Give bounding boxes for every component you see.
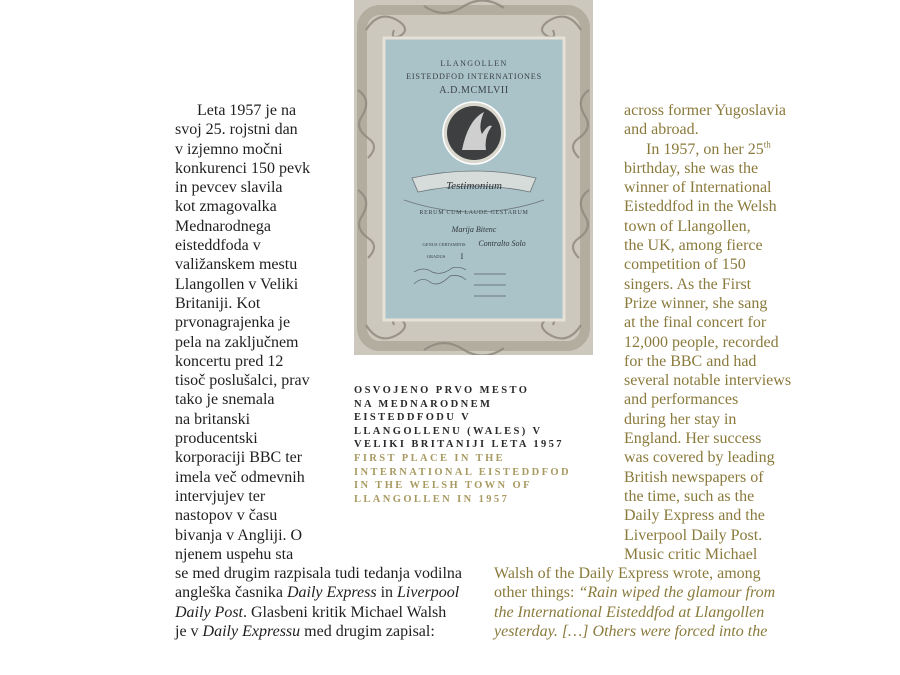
english-paragraph-intro — [624, 101, 824, 140]
newspaper-title: Daily Express — [286, 584, 377, 602]
slovene-continuation — [175, 564, 495, 641]
slovene-text-line: in pevcev slavila — [175, 179, 283, 197]
quote-text: “Rain wiped the glamour from — [578, 584, 776, 602]
slovene-text-line: nastopov v času — [175, 507, 278, 525]
english-text-line: 12,000 people, recorded — [624, 333, 779, 351]
english-wide-line-4: yesterday. […] Others were forced into the — [494, 622, 768, 640]
english-text-line: competition of 150 — [624, 256, 746, 274]
english-text-line: was covered by leading — [624, 449, 775, 467]
slovene-text-line: prvonagrajenka je — [175, 314, 291, 332]
caption-english-line: IN THE WELSH TOWN OF — [354, 480, 532, 491]
caption-english-line: LLANGOLLEN IN 1957 — [354, 493, 510, 505]
english-text-line: for the BBC and had — [624, 352, 757, 370]
slovene-wide-line-2: angleška časnika Daily Express in Liverpool — [175, 584, 460, 602]
english-text-line: at the final concert for — [624, 314, 767, 332]
english-continuation — [494, 564, 814, 641]
english-birthday-line: In 1957, on her 25th — [646, 139, 771, 158]
newspaper-title: Daily Post — [175, 603, 243, 621]
caption-slovene-line: LLANGOLLENU (WALES) V — [354, 425, 543, 437]
english-text-line: singers. As the First — [624, 275, 752, 293]
slovene-text-line: svoj 25. rojstni dan — [175, 121, 298, 139]
english-text-line: the time, such as the — [624, 487, 755, 505]
slovene-text-line: intervjujev ter — [175, 487, 266, 505]
certificate-image — [354, 0, 593, 355]
slovene-paragraph — [175, 101, 355, 564]
slovene-text-line: kot zmagovalka — [175, 198, 277, 216]
slovene-text-line: eisteddfoda v — [175, 237, 261, 255]
certificate-category: Contralto Solo — [478, 239, 526, 248]
slovene-wide-line-4: je v Daily Expressu med drugim zapisal: — [175, 622, 435, 640]
english-wide-line-3: the International Eisteddfod at Llangollen — [494, 603, 765, 621]
slovene-text-line: Leta 1957 je na — [197, 102, 297, 119]
caption-english-line: FIRST PLACE IN THE — [354, 453, 506, 464]
certificate-place: I — [460, 252, 464, 261]
slovene-wide-line-1: se med drugim razpisala tudi tedanja vodilna — [175, 565, 463, 582]
certificate-motto: RERUM CUM LAUDE GESTARUM — [419, 210, 529, 216]
english-text-line: and abroad. — [624, 121, 699, 139]
slovene-text-line: tisoč poslušalci, prav — [175, 372, 310, 390]
english-text-line: and performances — [624, 391, 739, 409]
english-text-line: Prize winner, she sang — [624, 294, 768, 312]
caption-english — [354, 452, 604, 506]
english-text-line: Daily Express and the — [624, 507, 765, 525]
caption-slovene-line: NA MEDNARODNEM — [354, 398, 493, 410]
slovene-text-line: imela več odmevnih — [175, 468, 305, 486]
certificate-line-3: A.D.MCMLVII — [439, 85, 509, 96]
english-text-line: birthday, she was the — [624, 159, 759, 177]
slovene-text-line: v izjemno močni — [175, 140, 283, 158]
english-paragraph — [624, 159, 824, 564]
english-text-line: the UK, among fierce — [624, 237, 763, 255]
newspaper-title: Daily Expressu — [202, 622, 301, 640]
english-text-line: winner of International — [624, 179, 772, 197]
certificate-line-2: EISTEDDFOD INTERNATIONES — [406, 72, 542, 81]
english-text-line: across former Yugoslavia — [624, 102, 787, 119]
newspaper-title: Liverpool — [397, 584, 460, 602]
caption-slovene — [354, 384, 604, 452]
slovene-text-line: koncertu pred 12 — [175, 352, 284, 370]
slovene-column — [175, 101, 355, 564]
certificate-line-1: LLANGOLLEN — [440, 59, 508, 68]
slovene-text-line: njenem uspehu sta — [175, 545, 294, 563]
slovene-text-line: Mednarodnega — [175, 217, 271, 235]
slovene-text-line: Llangollen v Veliki — [175, 275, 299, 293]
slovene-text-line: korporaciji BBC ter — [175, 449, 303, 467]
slovene-text-line: valižanskem mestu — [175, 256, 298, 274]
caption-slovene-line: VELIKI BRITANIJI LETA 1957 — [354, 439, 564, 450]
slovene-wide-line-3: Daily Post. Glasbeni kritik Michael Walsh — [175, 603, 447, 621]
certificate-genus: GENUS CERTAMINIS — [422, 242, 466, 247]
certificate-name: Marija Bitenc — [451, 225, 497, 234]
caption-slovene-line: EISTEDDFODU V — [354, 412, 472, 423]
english-text-line: several notable interviews — [624, 372, 792, 390]
english-text-line: England. Her success — [624, 430, 762, 448]
caption-slovene-line: OSVOJENO PRVO MESTO — [354, 385, 530, 396]
english-text-line: Eisteddfod in the Welsh — [624, 198, 777, 216]
slovene-text-line: producentski — [175, 430, 258, 448]
english-wide-line-2: other things: “Rain wiped the glamour from — [494, 584, 776, 602]
slovene-text-line: Britaniji. Kot — [175, 294, 261, 312]
slovene-text-line: tako je snemala — [175, 391, 275, 409]
certificate-testimonium: Testimonium — [446, 180, 502, 192]
english-text-line: during her stay in — [624, 410, 737, 428]
english-text-line: British newspapers of — [624, 468, 764, 486]
slovene-text-line: na britanski — [175, 410, 251, 428]
english-text-line: town of Llangollen, — [624, 217, 751, 235]
caption-english-line: INTERNATIONAL EISTEDDFOD — [354, 466, 571, 478]
slovene-text-line: konkurenci 150 pevk — [175, 159, 311, 177]
slovene-text-line: pela na zaključnem — [175, 333, 299, 351]
english-text-line: Liverpool Daily Post. — [624, 526, 763, 544]
english-text-line: Music critic Michael — [624, 545, 758, 563]
english-column — [624, 101, 824, 564]
certificate-place-label: GRADUS — [426, 254, 446, 259]
slovene-text-line: bivanja v Angliji. O — [175, 526, 303, 544]
english-wide-line-1: Walsh of the Daily Express wrote, among — [494, 565, 761, 582]
